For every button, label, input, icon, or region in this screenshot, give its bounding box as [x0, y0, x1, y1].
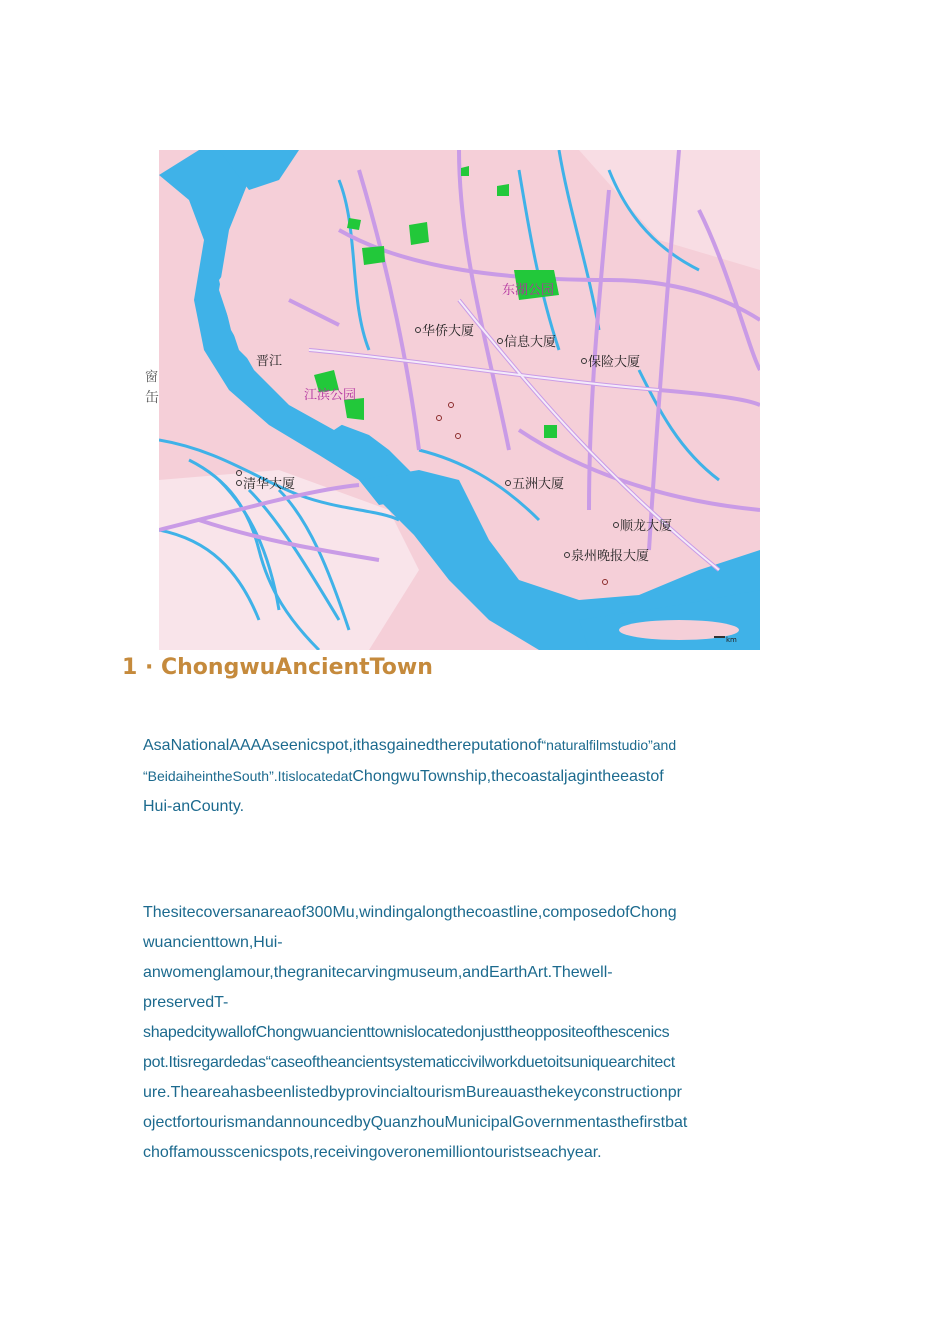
- paragraph-line: anwomenglamour,thegranitecarvingmuseum,andEarthArt.Thewell-: [143, 964, 613, 981]
- map-side-glyphs: [145, 368, 159, 408]
- paragraph-details: [143, 898, 798, 1168]
- label-wuzhou: 五洲大厦: [512, 477, 565, 492]
- paragraph-line: ure.TheareahasbeenlistedbyprovincialtourismBureauasthekeyconstructionpr: [143, 1084, 682, 1101]
- paragraph-line: choffamousscenicspots,receivingoveronemilliontouristseachyear.: [143, 1144, 602, 1161]
- label-shunlong: 顺龙大厦: [620, 519, 673, 534]
- scale-label: km: [726, 636, 737, 644]
- paragraph-line: “BeidaiheintheSouth”.ItislocatedatChongwuTownship,thecoastaljagintheeastof: [143, 768, 664, 785]
- paragraph-line: pot.Itisregardedas“caseoftheancientsystematiccivilworkduetoitsuniquearchitect: [143, 1054, 675, 1071]
- label-huaqiao: 华侨大厦: [422, 324, 475, 339]
- side-glyph-2: 缶: [145, 390, 159, 406]
- map-svg: [159, 150, 760, 650]
- paragraph-line: ojectfortourismandannouncedbyQuanzhouMunicipalGovernmentasthefirstbat: [143, 1114, 688, 1131]
- label-qinghua: 清华大厦: [243, 477, 296, 492]
- label-quanzhou-wanbao: 泉州晚报大厦: [571, 549, 650, 564]
- label-jinjiang: 晋江: [256, 354, 283, 369]
- city-map-image: [159, 150, 760, 650]
- side-glyph-1: 窗: [145, 370, 159, 385]
- paragraph-line: Thesitecoversanareaof300Mu,windingalongthecoastline,composedofChong: [143, 904, 677, 921]
- label-jiangbin-park: 江滨公园: [304, 388, 357, 403]
- section-heading: 1 · ChongwuAncientTown: [122, 655, 433, 680]
- label-donghu-park: 东湖公园: [502, 283, 555, 298]
- label-xinxi: 信息大厦: [504, 335, 557, 350]
- paragraph-line: AsaNationalAAAAseenicspot,ithasgainedthereputationof“naturalfilmstudio”and: [143, 737, 677, 754]
- paragraph-line: Hui-anCounty.: [143, 798, 245, 815]
- paragraph-intro: [143, 730, 798, 822]
- paragraph-line: shapedcitywallofChongwuancienttownislocatedonjusttheoppositeofthescenics: [143, 1024, 670, 1041]
- label-baoxian: 保险大厦: [588, 355, 641, 370]
- paragraph-line: preservedT-: [143, 994, 229, 1011]
- paragraph-line: wuancienttown,Hui-: [143, 934, 283, 951]
